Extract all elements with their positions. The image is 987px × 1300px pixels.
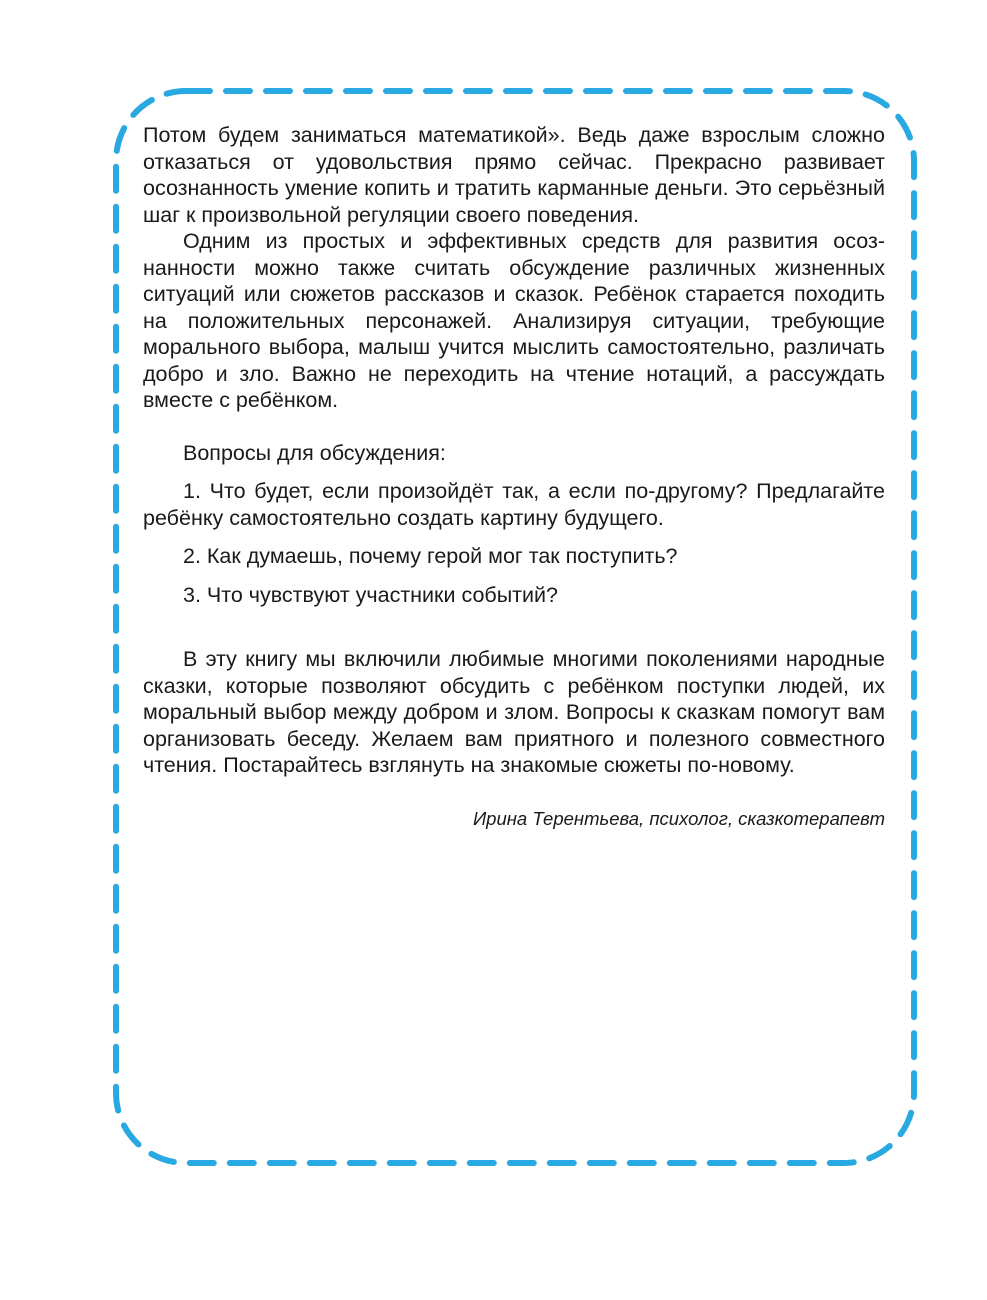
paragraph-closing: В эту книгу мы включили любимые многими поколениями народные сказки, которые позволяют обсудить с ребёнком поступки людей, их моральный выбор между добром и злом. Вопросы к сказкам помогут вам организовать беседу. Желаем вам приятного и полезного совместного чтения. Постарайтесь взглянуть на знакомые сюжеты по-новому. <box>143 647 885 777</box>
spacer <box>143 414 885 440</box>
question-item-3: 3. Что чувствуют участники событий? <box>183 582 558 607</box>
questions-heading: Вопросы для обсуждения: <box>183 440 446 465</box>
author-signature: Ирина Терентьева, психолог, сказкотерапевт <box>472 807 885 829</box>
spacer <box>143 620 885 646</box>
paragraph-continuation: Потом будем заниматься математикой». Ведь даже взрослым сложно отказаться от удовольствия прямо сейчас. Прекрасно развивает осознанность умение копить и тратить карманные деньги. Это серьёзный шаг к произвольной регуляции своего поведения. <box>143 123 885 227</box>
question-item-1: 1. Что будет, если произойдёт так, а если по-другому? Предлагайте ребёнку самостоятельно создать картину будущего. <box>143 479 885 530</box>
paragraph-awareness: Одним из простых и эффективных средств для развития осознанности можно также считать обсуждение различных жизненных ситуаций или сюжетов рассказов и сказок. Ребёнок старается походить на положительных персонажей. Анализируя ситуации, требующие морального выбора, малыш учится мыслить самостоятельно, различать добро и зло. Важно не переходить на чтение нотаций, а рассуждать вместе с ребёнком. <box>143 229 885 412</box>
text-content <box>143 122 885 849</box>
questions-block <box>143 440 885 609</box>
question-item-2: 2. Как думаешь, почему герой мог так поступить? <box>183 544 678 568</box>
questions-list <box>143 478 885 608</box>
